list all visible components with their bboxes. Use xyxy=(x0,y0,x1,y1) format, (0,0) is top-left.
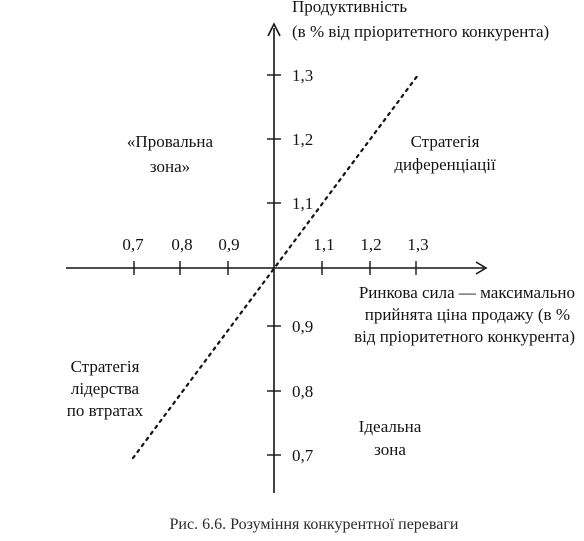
zone-failure-line2: зона» xyxy=(149,157,191,176)
y-tick-label: 0,7 xyxy=(292,446,314,465)
zone-cost-leadership-line2: лідерства xyxy=(70,379,140,398)
y-axis-label-line2: (в % від пріоритетного конкурента) xyxy=(292,22,550,41)
figure-caption: Рис. 6.6. Розуміння конкурентної переваги xyxy=(169,516,459,533)
zone-cost-leadership-line1: Стратегія xyxy=(70,357,140,376)
y-tick-label: 0,9 xyxy=(292,317,314,336)
x-tick-label: 1,1 xyxy=(313,235,335,254)
y-tick-label: 0,8 xyxy=(292,382,314,401)
x-axis-label-line3: від пріоритетного конкурента) xyxy=(354,327,575,346)
zone-ideal-line2: зона xyxy=(374,440,406,459)
x-tick-label: 1,3 xyxy=(407,235,429,254)
x-tick-label: 0,9 xyxy=(218,235,240,254)
y-tick-label: 1,1 xyxy=(292,194,314,213)
zone-differentiation-line2: диференціації xyxy=(394,155,496,174)
y-axis-label-line1: Продуктивність xyxy=(292,0,408,16)
x-tick-label: 1,2 xyxy=(360,235,382,254)
zone-cost-leadership-line3: по втратах xyxy=(66,401,144,420)
x-tick-label: 0,8 xyxy=(171,235,193,254)
x-axis-label-line1: Ринкова сила — максимально xyxy=(358,283,575,302)
x-axis-label-line2: прийнята ціна продажу (в % xyxy=(364,305,570,324)
zone-differentiation-line1: Стратегія xyxy=(410,132,480,151)
x-tick-label: 0,7 xyxy=(122,235,144,254)
zone-ideal-line1: Ідеальна xyxy=(358,417,422,436)
y-tick-label: 1,2 xyxy=(292,130,314,149)
zone-failure-line1: «Провальна xyxy=(126,132,214,151)
y-tick-label: 1,3 xyxy=(292,66,314,85)
